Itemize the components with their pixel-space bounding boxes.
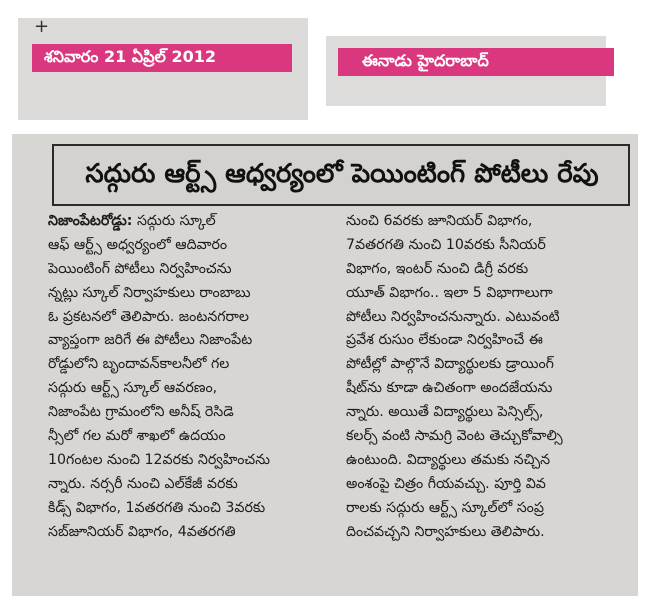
article-line: సబ్‌జూనియర్ విభాగం, 4వతరగతి [48, 523, 236, 540]
headline-box [52, 144, 630, 206]
article-line: యూత్ విభాగం.. ఇలా 5 విభాగాలుగా [346, 284, 553, 301]
article-headline: సద్గురు ఆర్ట్స్ ఆధ్వర్యంలో పెయింటింగ్ పోటీలు రేపు [85, 159, 599, 189]
article-line: షీట్‌ను కూడా ఉచితంగా అందజేయను [346, 380, 553, 397]
date-banner: శనివారం 21 ఏప్రిల్ 2012 [32, 44, 292, 72]
article-line: దించవచ్చని నిర్వాహకులు తెలిపారు. [346, 523, 545, 540]
crop-mark: + [34, 16, 50, 37]
article-line: నిజాంపేట గ్రామంలోని అనీష్ రెసిడె [48, 404, 234, 421]
article-column-right [346, 210, 628, 544]
article-line: రోడ్డులోని బృందావన్‌కాలనీలో గల [48, 356, 230, 373]
article-line: వ్యాప్తంగా జరిగే ఈ పోటీలు నిజాంపేట [48, 332, 253, 349]
article-line: నుంచి 6వరకు జూనియర్ విభాగం, [346, 213, 533, 229]
article-line: ఓ ప్రకటనలో తెలిపారు. జంటనగరాల [48, 308, 249, 325]
article-line: కిడ్స్ విభాగం, 1వతరగతి నుంచి 3వరకు [48, 499, 266, 516]
article-line-text: సద్గురు స్కూల్ [136, 213, 216, 229]
article-line: ప్రవేశ రుసుం లేకుండా నిర్వహించే ఈ [346, 332, 543, 349]
article-line: విభాగం, ఇంటర్ నుంచి డిగ్రీ వరకు [346, 260, 529, 277]
article-column-left [48, 210, 344, 544]
article-line: పోటీలు నిర్వహించనున్నారు. ఎటువంటి [346, 308, 560, 325]
article-line [48, 210, 344, 234]
article-line: అంశంపై చిత్రం గీయవచ్చు. పూర్తి వివ [346, 475, 546, 492]
article-line: ఆఫ్ ఆర్ట్స్ అధ్వర్యంలో ఆదివారం [48, 236, 228, 253]
article-line: న్సీలో గల మరో శాఖలో ఉదయం [48, 428, 226, 445]
article-line: 7వతరగతి నుంచి 10వరకు సీనియర్ [346, 236, 546, 253]
article-line: న్నారు. అయితే విద్యార్థులు పెన్సిల్స్, [346, 404, 544, 421]
article-line: న్నారు. నర్సరీ నుంచి ఎల్‌కేజీ వరకు [48, 475, 238, 492]
article-line: రాలకు సద్గురు ఆర్ట్స్ స్కూల్‌లో సంప్ర [346, 499, 544, 516]
article-line: కలర్స్ వంటి సామగ్రి వెంట తెచ్చుకోవాల్సి [346, 428, 563, 445]
article-line: న్నట్లు స్కూల్ నిర్వాహకులు రాంబాబు [48, 284, 251, 301]
article-line: పోటీల్లో పాల్గొనే విద్యార్థులకు డ్రాయింగ్ [346, 356, 554, 373]
article-line: 10గంటల నుంచి 12వరకు నిర్వహించను [48, 451, 271, 468]
newspaper-name-banner: ఈనాడు హైదరాబాద్ [338, 48, 614, 76]
article-line: పెయింటింగ్ పోటీలు నిర్వహించను [48, 260, 232, 277]
article-line: ఉంటుంది. విద్యార్థులు తమకు నచ్చిన [346, 451, 551, 468]
news-article [12, 134, 638, 596]
article-dateline: నిజాంపేటరోడ్డు: [48, 213, 133, 229]
article-line: సద్గురు ఆర్ట్స్ స్కూల్ ఆవరణం, [48, 380, 218, 397]
